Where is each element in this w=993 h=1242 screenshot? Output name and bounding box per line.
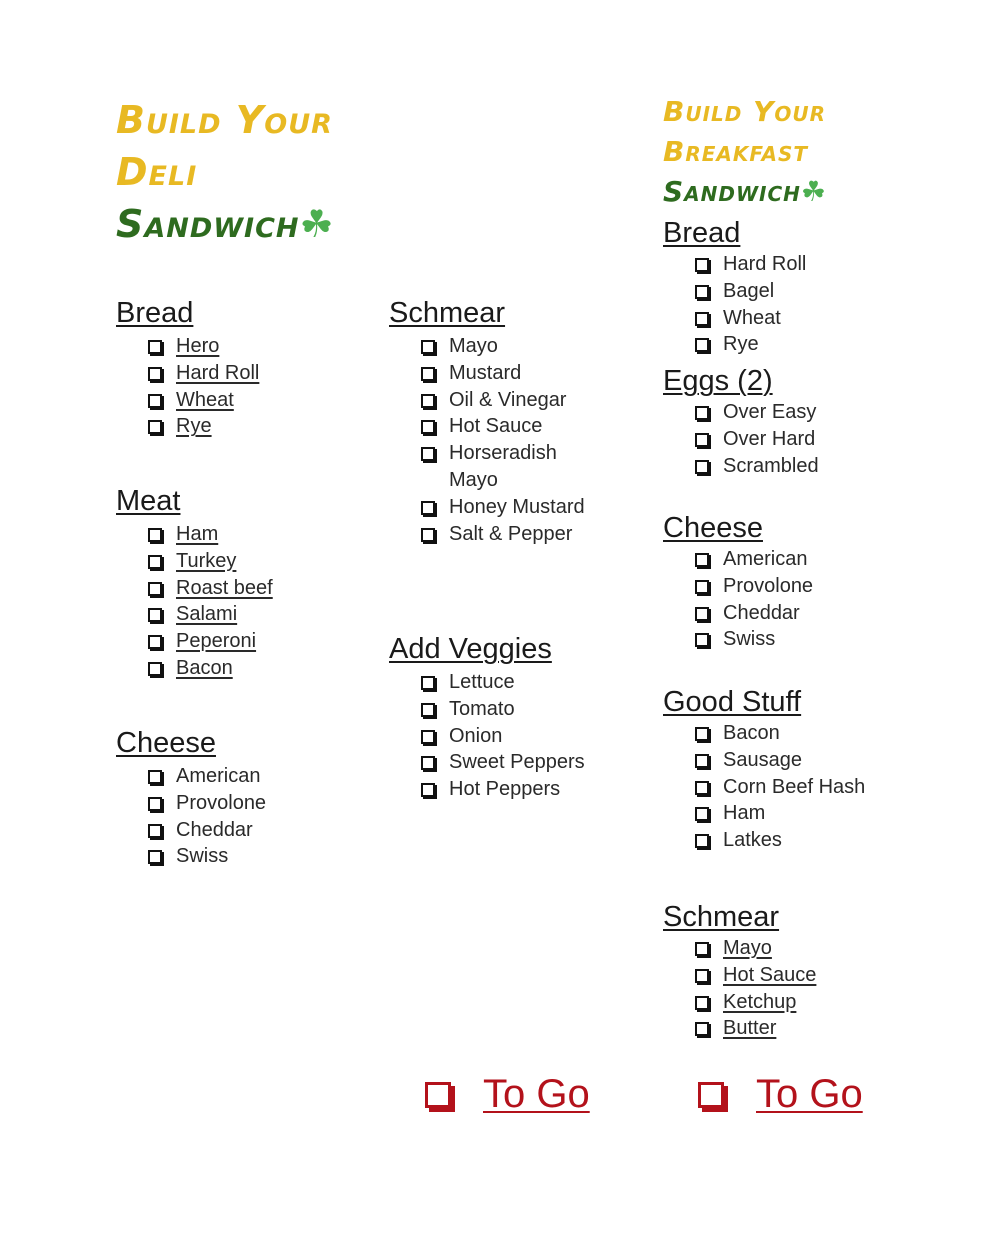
checkbox-icon[interactable] [695, 258, 709, 272]
list-item[interactable]: Hero [148, 333, 259, 360]
checkbox-icon[interactable] [695, 433, 709, 447]
list-item[interactable]: Corn Beef Hash [695, 774, 865, 801]
checkbox-icon[interactable] [148, 555, 162, 569]
breakfast-eggs-list [695, 399, 819, 479]
deli-title-line-2: Deli [116, 150, 198, 194]
checkbox-icon[interactable] [421, 528, 435, 542]
list-item[interactable]: Over Hard [695, 426, 819, 453]
breakfast-schmear-section [663, 900, 816, 1042]
deli-title-line-3 [116, 198, 335, 250]
breakfast-eggs-heading: Eggs (2) [663, 365, 773, 397]
deli-title-line-1 [116, 94, 335, 146]
checkbox-icon[interactable] [695, 553, 709, 567]
list-item[interactable]: Hot Peppers [421, 776, 585, 803]
checkbox-icon[interactable] [421, 756, 435, 770]
list-item[interactable]: Honey Mustard [421, 494, 599, 521]
deli-cheese-list [148, 763, 266, 870]
checkbox-icon[interactable] [421, 367, 435, 381]
breakfast-title-line-1: Build Your [663, 95, 827, 128]
list-item[interactable]: Rye [695, 331, 806, 358]
checkbox-icon[interactable] [421, 730, 435, 744]
breakfast-schmear-heading: Schmear [663, 901, 780, 933]
deli-bread-list [148, 333, 259, 440]
checkbox-icon[interactable] [695, 460, 709, 474]
checkbox-icon[interactable] [148, 367, 162, 381]
checkbox-icon[interactable] [148, 850, 162, 864]
checkbox-icon[interactable] [421, 447, 435, 461]
list-item[interactable]: Wheat [695, 305, 806, 332]
list-item[interactable]: Hard Roll [695, 251, 806, 278]
list-item[interactable]: Mayo [695, 935, 816, 962]
list-item[interactable]: Provolone [695, 573, 813, 600]
breakfast-to-go-label: To Go [756, 1072, 863, 1116]
list-item[interactable]: Bacon [148, 655, 273, 682]
deli-cheese-section [116, 726, 266, 870]
checkbox-icon[interactable] [148, 797, 162, 811]
breakfast-bread-heading: Bread [663, 217, 741, 249]
list-item[interactable]: Butter [695, 1015, 816, 1042]
checkbox-icon[interactable] [421, 703, 435, 717]
list-item[interactable]: Swiss [148, 843, 266, 870]
checkbox-icon[interactable] [148, 420, 162, 434]
list-item[interactable]: American [695, 546, 813, 573]
list-item[interactable]: Cheddar [695, 600, 813, 627]
deli-cheese-heading: Cheese [116, 727, 216, 759]
breakfast-cheese-list [695, 546, 813, 653]
list-item[interactable]: Oil & Vinegar [421, 387, 599, 414]
list-item[interactable]: Swiss [695, 626, 813, 653]
checkbox-icon[interactable] [695, 996, 709, 1010]
list-item[interactable]: Roast beef [148, 575, 273, 602]
list-item[interactable]: Bagel [695, 278, 806, 305]
checkbox-icon[interactable] [695, 406, 709, 420]
list-item[interactable]: American [148, 763, 266, 790]
list-item[interactable]: Hot Sauce [695, 962, 816, 989]
checkbox-icon[interactable] [421, 501, 435, 515]
list-item[interactable]: Ham [695, 800, 865, 827]
to-go-checkbox-icon[interactable] [698, 1082, 724, 1108]
list-item[interactable]: Tomato [421, 696, 585, 723]
breakfast-good-stuff-list [695, 720, 865, 854]
checkbox-icon[interactable] [695, 807, 709, 821]
checkbox-icon[interactable] [695, 834, 709, 848]
breakfast-title-sandwich: Sandwich [663, 175, 801, 208]
deli-schmear-section [389, 296, 599, 547]
checkbox-icon[interactable] [695, 969, 709, 983]
checkbox-icon[interactable] [695, 727, 709, 741]
checkbox-icon[interactable] [148, 635, 162, 649]
breakfast-to-go-option[interactable] [698, 1072, 863, 1117]
deli-to-go-label: To Go [483, 1072, 590, 1116]
list-item[interactable]: Hard Roll [148, 360, 259, 387]
checkbox-icon[interactable] [695, 942, 709, 956]
list-item[interactable]: Bacon [695, 720, 865, 747]
checkbox-icon[interactable] [148, 340, 162, 354]
deli-meat-list [148, 521, 273, 682]
list-item[interactable]: Salami [148, 601, 273, 628]
checkbox-icon[interactable] [695, 1022, 709, 1036]
checkbox-icon[interactable] [421, 783, 435, 797]
clover-icon: ☘ [299, 202, 335, 246]
checkbox-icon[interactable] [148, 608, 162, 622]
deli-veggies-section [389, 632, 585, 803]
checkbox-icon[interactable] [695, 607, 709, 621]
checkbox-icon[interactable] [695, 633, 709, 647]
list-item[interactable]: Ketchup [695, 989, 816, 1016]
deli-schmear-heading: Schmear [389, 297, 506, 329]
list-item[interactable]: Sausage [695, 747, 865, 774]
checkbox-icon[interactable] [695, 754, 709, 768]
breakfast-eggs-section [663, 364, 819, 479]
breakfast-title-line-3 [663, 172, 827, 212]
list-item[interactable]: Sweet Peppers [421, 749, 585, 776]
deli-meat-section [116, 484, 273, 682]
breakfast-title-line-2: Breakfast [663, 135, 808, 168]
breakfast-schmear-list [695, 935, 816, 1042]
checkbox-icon[interactable] [421, 420, 435, 434]
list-item[interactable]: Over Easy [695, 399, 819, 426]
deli-title-sandwich: Sandwich [116, 202, 300, 246]
deli-veggies-list [421, 669, 585, 803]
list-item[interactable]: Provolone [148, 790, 266, 817]
deli-to-go-option[interactable] [425, 1072, 590, 1117]
deli-bread-section [116, 296, 259, 440]
list-item[interactable]: Cheddar [148, 817, 266, 844]
list-item[interactable]: Wheat [148, 387, 259, 414]
checkbox-icon[interactable] [148, 394, 162, 408]
list-item[interactable]: Hot Sauce [421, 413, 599, 440]
checkbox-icon[interactable] [695, 781, 709, 795]
to-go-checkbox-icon[interactable] [425, 1082, 451, 1108]
breakfast-cheese-heading: Cheese [663, 512, 763, 544]
checkbox-icon[interactable] [148, 582, 162, 596]
deli-meat-heading: Meat [116, 485, 181, 517]
checkbox-icon[interactable] [695, 580, 709, 594]
deli-veggies-heading: Add Veggies [389, 633, 552, 665]
breakfast-bread-list [695, 251, 806, 358]
checkbox-icon[interactable] [148, 662, 162, 676]
clover-icon: ☘ [800, 175, 828, 208]
list-item[interactable]: Turkey [148, 548, 273, 575]
list-item[interactable]: Rye [148, 413, 259, 440]
deli-title [116, 94, 335, 250]
deli-schmear-list [421, 333, 599, 547]
list-item[interactable]: Mustard [421, 360, 599, 387]
list-item[interactable]: Ham [148, 521, 273, 548]
deli-bread-heading: Bread [116, 297, 194, 329]
deli-title-build-your: Build Your [116, 98, 333, 142]
checkbox-icon[interactable] [695, 312, 709, 326]
breakfast-title [663, 92, 827, 212]
list-item[interactable]: Salt & Pepper [421, 521, 599, 548]
list-item[interactable]: Lettuce [421, 669, 585, 696]
breakfast-good-stuff-section [663, 685, 865, 854]
list-item[interactable]: Peperoni [148, 628, 273, 655]
breakfast-cheese-section [663, 511, 813, 653]
list-item[interactable]: Mayo [421, 333, 599, 360]
checkbox-icon[interactable] [695, 338, 709, 352]
list-item[interactable]: Scrambled [695, 453, 819, 480]
checkbox-icon[interactable] [421, 676, 435, 690]
checkbox-icon[interactable] [421, 394, 435, 408]
list-item[interactable]: Onion [421, 723, 585, 750]
breakfast-good-stuff-heading: Good Stuff [663, 686, 802, 718]
checkbox-icon[interactable] [148, 770, 162, 784]
checkbox-icon[interactable] [148, 824, 162, 838]
checkbox-icon[interactable] [148, 528, 162, 542]
checkbox-icon[interactable] [695, 285, 709, 299]
breakfast-bread-section [663, 216, 806, 358]
list-item[interactable]: Latkes [695, 827, 865, 854]
checkbox-icon[interactable] [421, 340, 435, 354]
list-item[interactable]: Horseradish Mayo [421, 440, 599, 494]
